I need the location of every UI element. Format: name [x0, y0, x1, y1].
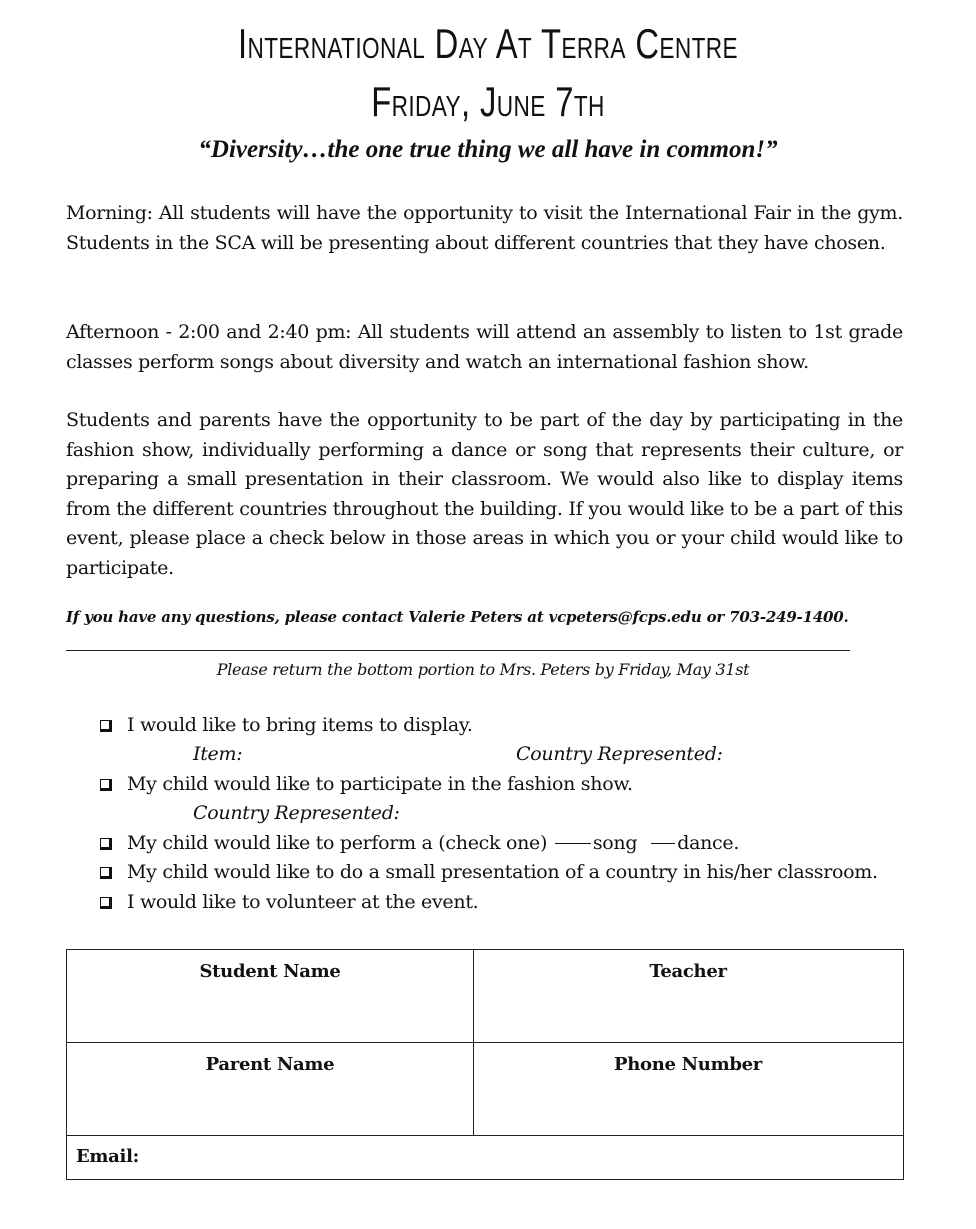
checkbox-icon[interactable]	[100, 720, 112, 732]
contact-form-table	[66, 949, 904, 1180]
option-label: I would like to volunteer at the event.	[127, 891, 479, 913]
dance-blank[interactable]	[651, 842, 675, 844]
participation-paragraph: Students and parents have the opportunity to be part of the day by participating in the fashion show, individually performing a dance or song that represents their culture, or preparing a small presentation in their classroom. We would also like to display items from the different countries throughout the building. If you would like to be a part of this event, please place a check below in those areas in which you or your child would like to participate.	[66, 409, 903, 579]
student-name-field[interactable]: Student Name	[199, 961, 341, 982]
return-note: Please return the bottom portion to Mrs. Peters by Friday, May 31st	[216, 660, 750, 679]
song-label: song	[592, 832, 638, 854]
cut-line-divider	[66, 650, 850, 651]
option-fashion-show[interactable]	[100, 773, 633, 795]
option-perform[interactable]	[100, 832, 739, 854]
option-presentation[interactable]	[100, 861, 878, 883]
table-divider	[67, 1135, 903, 1136]
country-represented-label: Country Represented:	[193, 802, 400, 824]
morning-paragraph: Morning: All students will have the opportunity to visit the International Fair in the gym. Students in the SCA will be presenting about different countries that they have chosen.	[66, 202, 903, 254]
dance-label: dance.	[677, 832, 740, 854]
checkbox-icon[interactable]	[100, 779, 112, 791]
checkbox-icon[interactable]	[100, 867, 112, 879]
checkbox-icon[interactable]	[100, 897, 112, 909]
checkbox-icon[interactable]	[100, 838, 112, 850]
option-display-items[interactable]	[100, 714, 473, 736]
event-date: Friday, June 7th	[371, 78, 605, 125]
option-label: I would like to bring items to display.	[127, 714, 473, 736]
country-represented-label: Country Represented:	[516, 743, 723, 765]
table-divider	[67, 1042, 903, 1043]
option-label: My child would like to participate in the fashion show.	[127, 773, 633, 795]
option-label: My child would like to do a small presentation of a country in his/her classroom.	[127, 861, 878, 883]
phone-number-field[interactable]: Phone Number	[614, 1054, 762, 1075]
item-label: Item:	[193, 743, 243, 765]
song-blank[interactable]	[555, 842, 591, 844]
option-volunteer[interactable]	[100, 891, 478, 913]
email-field[interactable]: Email:	[76, 1146, 139, 1167]
contact-line: If you have any questions, please contact Valerie Peters at vcpeters@fcps.edu or 703-249-1400.	[66, 608, 849, 626]
parent-name-field[interactable]: Parent Name	[205, 1054, 335, 1075]
teacher-field[interactable]: Teacher	[649, 961, 727, 982]
afternoon-paragraph: Afternoon - 2:00 and 2:40 pm: All students will attend an assembly to listen to 1st grade classes perform songs about diversity and watch an international fashion show.	[66, 321, 903, 373]
diversity-quote: “Diversity…the one true thing we all have in common!”	[198, 136, 778, 163]
event-title: International Day At Terra Centre	[237, 20, 739, 67]
option-label: My child would like to perform a (check one)	[127, 832, 553, 854]
